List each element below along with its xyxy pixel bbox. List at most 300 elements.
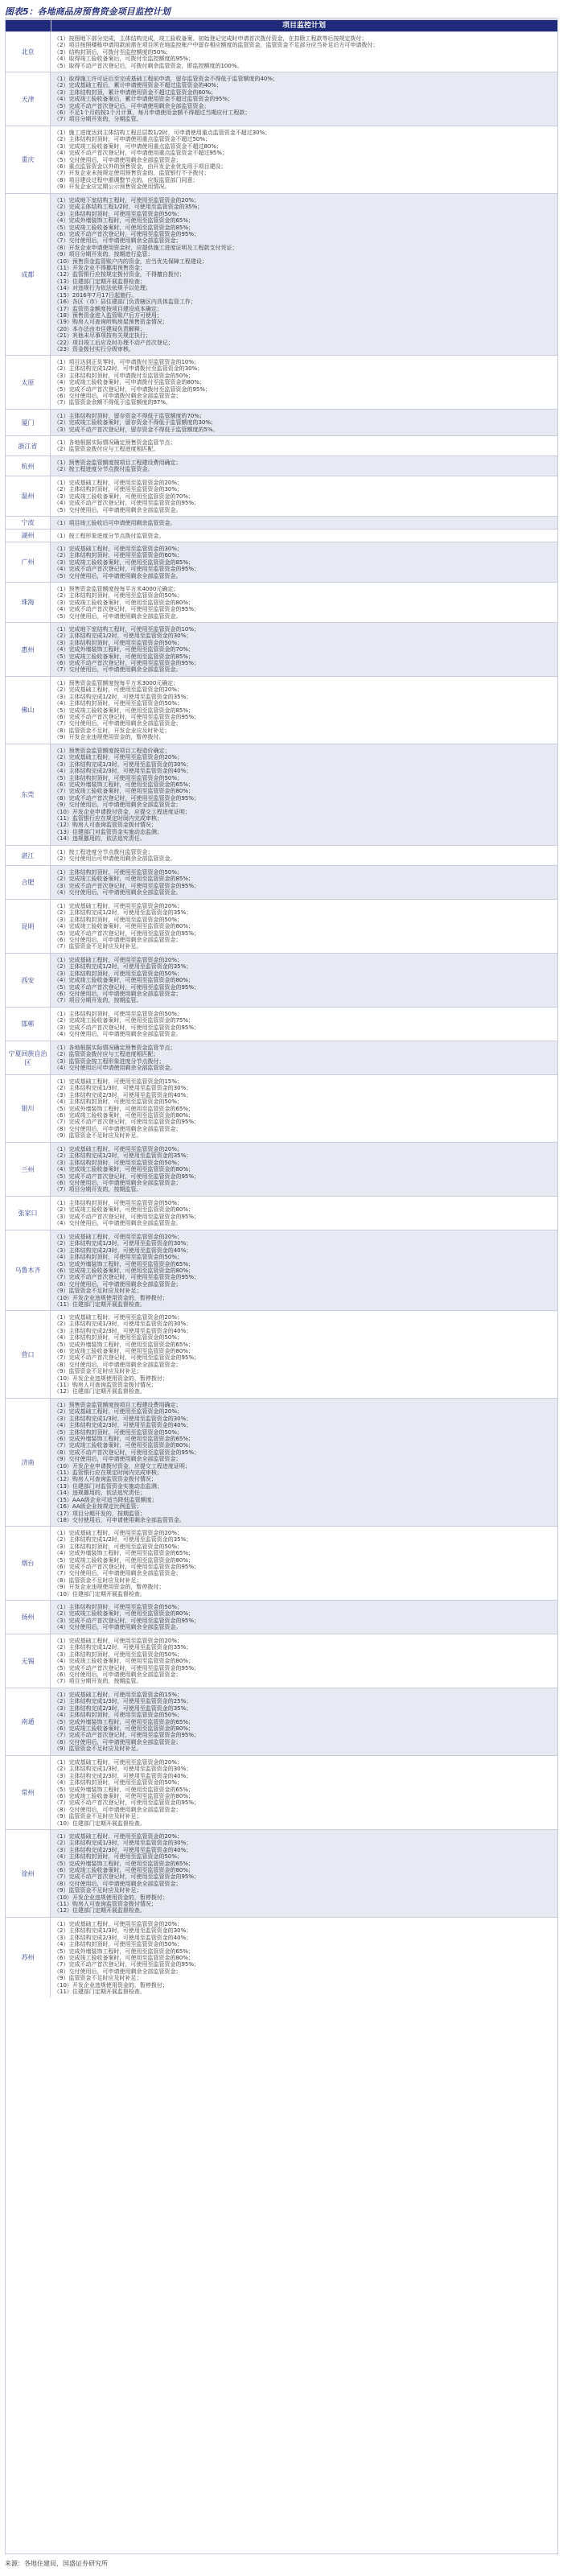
- plan-line: （1）施工进度达到主体结构工程总层数1/2时，可申请使用重点监管资金不超过30%；: [54, 130, 271, 136]
- plan-line: （2）主体结构完成1/2时，可使用至监管资金的35%；: [54, 1536, 192, 1544]
- plan-line: （7）项目分期开发的，分期监管。: [54, 116, 142, 123]
- plan-cell: [51, 476, 557, 516]
- plan-line: （1）完成基础工程时，可使用至监管资金的20%；: [54, 1146, 183, 1152]
- plan-line: （4）主体结构完成2/3时，可使用至监管资金的40%；: [54, 768, 192, 775]
- plan-cell: [51, 409, 557, 435]
- plan-line: （6）不足1个月的按1个月计算，每月申请使用金额不得超过当期应付工程款；: [54, 109, 251, 117]
- plan-line: （3）主体结构完成1/3时，可使用至监管资金的30%；: [54, 760, 192, 768]
- plan-line: （4）完成外墙装饰工程时，可使用至监管资金的70%；: [54, 646, 195, 653]
- city-cell: 天津: [6, 72, 51, 126]
- plan-line: （5）完成竣工验收备案时，可使用至监管资金的85%；: [54, 224, 195, 231]
- plan-line: （9）监管资金不足时应及时补足。: [54, 1745, 142, 1753]
- plan-line: （1）主体结构封顶时，留存资金不得低于监管额度的70%；: [54, 413, 206, 419]
- plan-line: （4）完成竣工验收备案时，可使用至监管资金的80%；: [54, 1166, 195, 1173]
- plan-line: （1）主体结构封顶时，可使用至监管资金的50%；: [54, 869, 183, 876]
- plan-line: （5）交付使用后，可申请使用剩余全部监管资金。: [54, 572, 182, 579]
- plan-line: （4）交付使用后，可申请使用剩余全部监管资金。: [54, 889, 182, 896]
- plan-line: （7）交付使用后，可申请使用剩余全部监管资金；: [54, 237, 182, 245]
- plan-line: （2）完成基础工程时，可使用至监管资金的20%；: [54, 1408, 183, 1416]
- plan-line: （6）完成竣工验收备案时，可使用至监管资金的80%；: [54, 1793, 195, 1800]
- plan-line: （8）交付使用后，可申请使用剩余全部监管资金；: [54, 1280, 182, 1288]
- plan-line: （1）项目竣工验收后可申请使用剩余监管资金。: [54, 520, 176, 526]
- plan-cell: [51, 744, 557, 845]
- plan-cell: [51, 845, 557, 865]
- plan-line: （4）主体结构封顶时，可使用至监管资金的50%；: [54, 1712, 183, 1719]
- plan-line: （3）完成竣工验收备案时，可使用至监管资金的80%；: [54, 599, 195, 606]
- plan-line: （4）完成外墙装饰工程时，可使用至监管资金的65%；: [54, 217, 195, 225]
- plan-line: （5）完成外墙装饰工程时，可使用至监管资金的65%；: [54, 1260, 195, 1267]
- plan-line: （1）取得施工许可证后至完成基础工程前申请，留存监管资金不得低于监管额度的40%；: [54, 76, 279, 82]
- plan-line: （1）完成地下室结构工程时，可使用至监管资金的10%；: [54, 626, 200, 633]
- plan-line: （2）主体结构封顶时，可申请使用重点监管资金不超过50%；: [54, 136, 212, 143]
- table-header: [6, 20, 557, 31]
- plan-line: （5）完成外墙装饰工程时，可使用至监管资金的65%；: [54, 1718, 195, 1725]
- plan-line: （5）完成外墙装饰工程时，可使用至监管资金的65%；: [54, 1105, 195, 1112]
- plan-line: （5）完成不动产首次登记时，可使用至监管资金的95%；: [54, 1664, 200, 1671]
- plan-line: （1）项目达到正负零时，可申请拨付至监管资金的10%；: [54, 359, 200, 365]
- source-note: 来源：各地住建局，国盛证券研究所: [5, 2560, 108, 2567]
- plan-line: （3）监管资金按工程形象进度分节点拨付；: [54, 1057, 165, 1065]
- plan-cell: [51, 1007, 557, 1041]
- plan-cell: [51, 529, 557, 542]
- plan-line: （7）完成不动产首次登记时，可使用至监管资金的95%；: [54, 1274, 200, 1281]
- plan-line: （4）主体结构封顶时，可使用至监管资金的50%；: [54, 1334, 183, 1342]
- plan-line: （5）完成外墙装饰工程时，可使用至监管资金的65%；: [54, 1341, 195, 1348]
- plan-line: （3）主体结构完成2/3时，可使用至监管资金的40%；: [54, 1934, 192, 1941]
- plan-line: （1）完成基础工程时，可使用至监管资金的20%；: [54, 1833, 183, 1840]
- plan-line: （1）预售资金监管额度按项目工程建设费用确定；: [54, 1402, 182, 1408]
- plan-line: （9）交付使用后，可申请使用剩余全部监管资金；: [54, 1456, 182, 1463]
- plan-line: （6）完成不动产首次登记时，可使用至监管资金的95%；: [54, 231, 200, 238]
- plan-line: （2）主体结构完成1/2时，可使用至监管资金的35%；: [54, 1152, 192, 1160]
- plan-line: （1）完成基础工程时，可使用至监管资金的20%；: [54, 1638, 183, 1644]
- plan-line: （6）完成外墙装饰工程时，可使用至监管资金的65%；: [54, 781, 195, 789]
- plan-line: （10）开发企业申请拨付资金，应提交工程进度证明；: [54, 1462, 191, 1469]
- plan-line: （5）主体结构封顶时，可使用至监管资金的50%；: [54, 774, 183, 781]
- plan-line: （5）完成竣工验收备案时，可使用至监管资金的85%；: [54, 707, 195, 714]
- plan-line: （1）预售资金监管额度按每平方米3000元确定；: [54, 680, 179, 686]
- plan-line: （5）完成不动产首次登记时，可使用至监管资金的95%；: [54, 983, 200, 991]
- plan-line: （9）开发企业违规使用资金的，暂停拨付；: [54, 1584, 165, 1591]
- plan-line: （15）AAA级企业可适当降低监管额度；: [54, 1496, 158, 1503]
- plan-line: （1）按工程形象进度分节点拨付监管资金。: [54, 533, 165, 539]
- plan-cell: [51, 455, 557, 476]
- plan-line: （22）项目竣工后应及时办理不动产首次登记；: [54, 339, 174, 346]
- plan-line: （4）主体结构封顶时，可使用至监管资金的50%；: [54, 700, 183, 707]
- plan-line: （2）完成主体结构工程1/2时，可使用至监管资金的35%；: [54, 204, 203, 211]
- plan-line: （14）违规挪用的，依法追究责任；: [54, 1490, 146, 1497]
- plan-line: （4）完成竣工验收备案时，可使用至监管资金的80%；: [54, 1658, 195, 1665]
- plan-cell: [51, 1917, 557, 1997]
- plan-line: （3）完成不动产首次登记时，可使用至监管资金的95%；: [54, 1213, 200, 1220]
- plan-line: （2）完成竣工验收备案时，留存资金不得低于监管额度的30%；: [54, 419, 217, 427]
- plan-line: （4）交付使用后，可申请使用剩余全部监管资金。: [54, 1624, 182, 1631]
- plan-cell: [51, 435, 557, 455]
- plan-line: （9）监管资金不足时应及时补足；: [54, 1368, 142, 1375]
- city-cell: 湛江: [6, 845, 51, 865]
- plan-line: （10）住建部门定期开展监督检查。: [54, 1590, 146, 1597]
- plan-line: （4）完成竣工验收备案时，可申请拨付至监管资金的80%；: [54, 379, 206, 386]
- plan-line: （3）主体结构完成2/3时，可使用至监管资金的35%；: [54, 1704, 192, 1712]
- plan-line: （7）项目分期开发的，按期监管。: [54, 1186, 142, 1193]
- plan-line: （6）完成竣工验收备案时，可使用至监管资金的80%；: [54, 1867, 195, 1874]
- plan-line: （1）按照地下部分完成，主体结构完成，竣工验收备案、初始登记完成时申请首次拨付资金，在扣除工程款等后按规定拨付；: [54, 35, 368, 42]
- plan-line: （9）监管资金不足时应及时补足；: [54, 1975, 142, 1982]
- plan-line: （6）交付使用后，可申请使用剩余全部监管资金；: [54, 937, 182, 944]
- plan-line: （3）主体结构完成2/3时，可使用至监管资金的40%；: [54, 1091, 192, 1098]
- plan-cell: [51, 676, 557, 744]
- plan-line: （13）住建部门对监管资金实施动态监测；: [54, 1482, 162, 1490]
- plan-line: （9）项目分期开发的，按期进行监管；: [54, 251, 154, 258]
- plan-line: （4）交付使用后，可申请使用剩余全部监管资金。: [54, 1220, 182, 1227]
- plan-line: （10）开发企业申请拨付资金，应提交工程进度证明；: [54, 808, 191, 815]
- plan-cell: [51, 542, 557, 582]
- plan-line: （8）开发企业申请使用资金时，应提供施工进度证明及工程款支付凭证；: [54, 244, 238, 251]
- plan-line: （2）监管资金拨付应与工程进度相匹配；: [54, 1051, 159, 1058]
- plan-line: （2）主体结构完成1/2时，可使用至监管资金的35%；: [54, 1644, 192, 1651]
- city-cell: 重庆: [6, 126, 51, 193]
- plan-line: （9）开发企业违规使用资金的，暂停拨付。: [54, 734, 165, 741]
- plan-line: （4）完成竣工验收备案后，累计申请使用资金不超过监管资金的95%；: [54, 96, 234, 103]
- plan-line: （2）主体结构完成1/3时，可使用至监管资金的30%；: [54, 1840, 192, 1847]
- city-cell: 佛山: [6, 676, 51, 744]
- title-divider: [5, 18, 558, 19]
- plan-line: （14）对违规行为依法依规予以处理；: [54, 285, 151, 292]
- plan-line: （2）主体结构完成1/3时，可使用至监管资金的30%；: [54, 1321, 192, 1328]
- plan-line: （21）其他未尽事项按有关规定执行；: [54, 332, 151, 340]
- plan-line: （10）开发企业违规使用资金的，暂停拨付；: [54, 1894, 168, 1901]
- plan-line: （4）完成不动产首次登记时，可使用至监管资金的95%；: [54, 566, 200, 573]
- plan-line: （1）主体结构封顶时，可使用至监管资金的50%；: [54, 1604, 183, 1610]
- plan-line: （12）住建部门定期开展监督检查。: [54, 1907, 146, 1914]
- plan-line: （2）完成基础工程时，可使用至监管资金的20%；: [54, 686, 183, 694]
- plan-line: （3）完成不动产首次登记时，留存资金不得低于监管额度的5%。: [54, 426, 219, 433]
- city-cell: 合肥: [6, 865, 51, 899]
- plan-line: （8）监管资金不足时应及时补足；: [54, 1577, 142, 1584]
- plan-line: （4）完成竣工验收备案时，可使用至监管资金的80%；: [54, 977, 195, 984]
- plan-line: （10）开发企业违规使用资金的，暂停拨付；: [54, 1375, 168, 1382]
- plan-line: （18）预售资金进入监管账户后方可使用；: [54, 311, 162, 319]
- plan-line: （4）主体结构封顶时，可使用至监管资金的50%；: [54, 1098, 183, 1106]
- plan-line: （4）完成不动产首次登记时，可申请使用重点监管资金不超过95%；: [54, 150, 228, 157]
- plan-line: （4）完成不动产首次登记时，可使用至监管资金的95%；: [54, 606, 200, 613]
- plan-line: （5）完成不动产首次登记时，可使用至监管资金的95%；: [54, 1173, 200, 1180]
- plan-line: （7）开发企业未按规定使用预售资金的，监管银行不予拨付；: [54, 170, 210, 177]
- plan-line: （7）完成不动产首次登记时，可使用至监管资金的95%；: [54, 1732, 200, 1739]
- city-cell: 邯郸: [6, 1007, 51, 1041]
- plan-line: （5）完成不动产首次登记时，可申请拨付至监管资金的95%；: [54, 385, 212, 393]
- plan-line: （2）监管资金拨付应与工程进度相匹配。: [54, 446, 159, 453]
- plan-line: （1）按工程进度分节点拨付监管资金；: [54, 849, 154, 855]
- plan-line: （13）住建部门定期开展监督检查；: [54, 278, 146, 285]
- plan-line: （9）交付使用后，可申请使用剩余全部监管资金；: [54, 802, 182, 809]
- plan-line: （9）监管资金不足时应及时补足；: [54, 1887, 142, 1894]
- plan-line: （11）住建部门定期开展监督检查。: [54, 1989, 146, 1996]
- plan-cell: [51, 1230, 557, 1310]
- plan-line: （9）监管资金不足时应及时补足。: [54, 1132, 142, 1140]
- plan-line: （5）交付使用后，可申请使用剩余全部监管资金；: [54, 156, 182, 163]
- plan-line: （1）完成地下室结构工程时，可使用至监管资金的20%；: [54, 197, 200, 204]
- plan-line: （3）主体结构完成1/3时，可使用至监管资金的30%；: [54, 1415, 192, 1422]
- plan-line: （1）主体结构封顶时，可使用至监管资金的50%；: [54, 1200, 183, 1206]
- plan-cell: [51, 31, 557, 72]
- plan-line: （3）主体结构封顶，累计申请使用资金不超过监管资金的60%；: [54, 89, 217, 96]
- city-cell: 扬州: [6, 1600, 51, 1634]
- plan-line: （4）主体结构封顶时，可使用至监管资金的50%；: [54, 1254, 183, 1261]
- plan-line: （3）完成不动产首次登记时，可使用至监管资金的95%；: [54, 1024, 200, 1031]
- plan-line: （7）交付使用后，可申请使用剩余全部监管资金；: [54, 1570, 182, 1577]
- plan-line: （10）开发企业违规使用资金的，暂停拨付；: [54, 1981, 168, 1989]
- plan-line: （7）监管资金不足时应及时补足。: [54, 943, 142, 950]
- plan-line: （3）主体结构完成2/3时，可使用至监管资金的40%；: [54, 1772, 192, 1779]
- plan-line: （1）完成基础工程时，可使用至监管资金的20%；: [54, 903, 183, 909]
- plan-line: （17）项目分期开发的，按期监管；: [54, 1510, 146, 1517]
- city-cell: 成都: [6, 193, 51, 355]
- plan-cell: [51, 1074, 557, 1142]
- plan-line: （5）取得不动产首次登记后，可拨付剩余监管资金，即监控额度的100%。: [54, 62, 243, 69]
- plan-line: （1）完成基础工程时，可使用至监管资金的15%；: [54, 1078, 183, 1085]
- plan-line: （23）资金拨付实行分级审核。: [54, 345, 134, 352]
- city-cell: 厦门: [6, 409, 51, 435]
- city-cell: 杭州: [6, 455, 51, 476]
- plan-line: （1）各地根据实际情况确定预售资金监管节点；: [54, 439, 176, 446]
- plan-line: （5）完成外墙装饰工程时，可使用至监管资金的65%；: [54, 1860, 195, 1867]
- plan-line: （6）完成不动产首次登记时，可使用至监管资金的95%；: [54, 1564, 200, 1571]
- plan-line: （1）完成基础工程时，可使用至监管资金的15%；: [54, 1692, 183, 1698]
- plan-line: （11）开发企业不得挪用预售资金；: [54, 265, 146, 272]
- city-cell: 东莞: [6, 744, 51, 845]
- plan-line: （8）交付使用后，可申请使用剩余全部监管资金；: [54, 1968, 182, 1975]
- plan-line: （6）交付使用后，可申请使用剩余全部监管资金；: [54, 1180, 182, 1187]
- plan-line: （9）监管资金不足时应及时补足；: [54, 1813, 142, 1820]
- plan-line: （3）主体结构完成2/3时，可使用至监管资金的40%；: [54, 1247, 192, 1254]
- plan-line: （3）主体结构封顶时，可使用至监管资金的50%；: [54, 639, 183, 646]
- plan-line: （3）主体结构完成1/2时，可使用至监管资金的35%；: [54, 693, 192, 700]
- plan-line: （8）交付使用后，可申请使用剩余全部监管资金；: [54, 1361, 182, 1368]
- city-cell: 济南: [6, 1398, 51, 1526]
- plan-line: （19）购房人可查询所购房屋预售资金情况；: [54, 319, 168, 326]
- plan-line: （7）完成不动产首次登记时，可使用至监管资金的95%；: [54, 1119, 200, 1126]
- plan-line: （2）完成竣工验收备案时，可使用至监管资金的80%；: [54, 1610, 195, 1618]
- plan-line: （4）完成不动产首次登记时，可使用至监管资金的95%；: [54, 500, 200, 507]
- plan-line: （1）预售资金监管额度按每平方米4000元确定；: [54, 586, 179, 592]
- plan-line: （6）完成竣工验收备案时，可使用至监管资金的80%；: [54, 1348, 195, 1355]
- city-cell: 南通: [6, 1688, 51, 1755]
- plan-line: （2）主体结构封顶时，可使用至监管资金的30%；: [54, 486, 183, 493]
- city-cell: 珠海: [6, 582, 51, 622]
- plan-line: （4）主体结构封顶时，可使用至监管资金的50%；: [54, 1941, 183, 1948]
- plan-line: （5）交付使用后，可申请使用剩余全部监管资金。: [54, 506, 182, 513]
- plan-line: （2）项目按照楼栋申请用款前需在项目所在地监控账户中留存相应额度的监管资金，监管资金不足部分应当补足后方可申请拨付；: [54, 42, 379, 49]
- city-cell: 浙江省: [6, 435, 51, 455]
- plan-cell: [51, 1755, 557, 1829]
- plan-line: （2）完成竣工验收备案时，可使用至监管资金的85%；: [54, 876, 195, 883]
- plan-line: （6）完成不动产首次登记时，可使用至监管资金的95%；: [54, 660, 200, 667]
- plan-cell: [51, 1041, 557, 1074]
- plan-cell: [51, 1634, 557, 1688]
- plan-line: （3）完成竣工验收备案时，可申请使用重点监管资金不超过80%；: [54, 142, 223, 150]
- plan-line: （3）完成竣工验收备案时，可使用至监管资金的70%；: [54, 493, 195, 500]
- city-cell: 广州: [6, 542, 51, 582]
- plan-line: （4）主体结构封顶时，可使用至监管资金的50%；: [54, 1853, 183, 1861]
- plan-cell: [51, 582, 557, 622]
- plan-line: （12）住建部门定期开展监督检查。: [54, 1388, 146, 1395]
- plan-line: （2）主体结构完成1/2时，可使用至监管资金的35%；: [54, 909, 192, 917]
- plan-line: （5）完成不动产首次登记时，可使用至监管资金的95%；: [54, 929, 200, 937]
- plan-line: （1）完成基础工程时，可使用至监管资金的20%；: [54, 1921, 183, 1927]
- plan-line: （1）完成基础工程时，可使用至监管资金的20%；: [54, 957, 183, 963]
- plan-line: （4）主体结构封顶时，可使用至监管资金的50%；: [54, 1779, 183, 1787]
- plan-line: （1）完成基础工程时，可使用至监管资金的30%；: [54, 546, 183, 552]
- plan-cell: [51, 1688, 557, 1755]
- plan-line: （10）预售资金监管账户内的资金，应当优先保障工程建设；: [54, 258, 208, 265]
- plan-line: （6）完成竣工验收备案时，可使用至监管资金的80%；: [54, 1267, 195, 1275]
- plan-cell: [51, 1829, 557, 1917]
- city-cell: 烟台: [6, 1526, 51, 1600]
- plan-line: （2）完成竣工验收备案时，可使用至监管资金的75%；: [54, 1017, 195, 1024]
- plan-cell: [51, 1600, 557, 1634]
- plan-line: （3）主体结构封顶时，可申请拨付至监管资金的50%；: [54, 372, 195, 379]
- plan-line: （12）监管银行应按规定拨付资金，不得擅自拨付；: [54, 271, 185, 278]
- plan-line: （8）完成不动产首次登记时，可使用至监管资金的95%；: [54, 1449, 200, 1456]
- plan-line: （3）主体结构封顶时，可使用至监管资金的50%；: [54, 1543, 183, 1550]
- plan-line: （18）交付使用后，可申请使用剩余全部监管资金。: [54, 1516, 185, 1523]
- plan-line: （7）完成不动产首次登记时，可使用至监管资金的95%；: [54, 1961, 200, 1968]
- plan-line: （3）结构封顶后，可拨付至监控额度的50%；: [54, 48, 172, 56]
- plan-line: （4）交付使用后，可申请使用剩余全部监管资金。: [54, 1031, 182, 1038]
- plan-line: （2）主体结构完成1/3时，可使用至监管资金的30%；: [54, 1085, 192, 1092]
- plan-line: （7）项目分期开发的，按期监管。: [54, 1678, 142, 1685]
- plan-line: （7）完成不动产首次登记时，可使用至监管资金的95%；: [54, 1354, 200, 1362]
- plan-line: （9）监管资金不足时应及时补足；: [54, 1288, 142, 1295]
- plan-line: （8）交付使用后，可申请使用剩余全部监管资金；: [54, 1880, 182, 1887]
- plan-cell: [51, 1526, 557, 1600]
- plan-line: （20）本办法由市住建局负责解释；: [54, 325, 146, 332]
- plan-line: （17）监管资金额度按项目建设成本确定；: [54, 305, 162, 312]
- plan-cell: [51, 622, 557, 676]
- plan-line: （2）主体结构封顶时，可使用至监管资金的60%；: [54, 552, 183, 559]
- city-cell: 常州: [6, 1755, 51, 1829]
- plan-line: （7）完成不动产首次登记时，可使用至监管资金的95%；: [54, 1873, 200, 1881]
- city-cell: 营口: [6, 1310, 51, 1398]
- plan-line: （7）交付使用后，可申请使用剩余全部监管资金；: [54, 720, 182, 727]
- header-city-cell: [6, 20, 51, 31]
- plan-cell: [51, 1142, 557, 1196]
- plan-line: （5）完成外墙装饰工程时，可使用至监管资金的65%；: [54, 1947, 195, 1955]
- plan-line: （12）购房人可查询监管资金拨付情况；: [54, 822, 157, 829]
- plan-line: （6）重点监管资金以外的预售资金，由开发企业优先用于项目建设；: [54, 163, 227, 171]
- plan-line: （5）完成竣工验收备案时，可使用至监管资金的80%；: [54, 1556, 195, 1564]
- plan-line: （3）主体结构完成2/3时，可使用至监管资金的40%；: [54, 1327, 192, 1334]
- plan-line: （11）监管银行应在规定时间内完成审核；: [54, 815, 162, 822]
- plan-cell: [51, 193, 557, 355]
- city-cell: 无锡: [6, 1634, 51, 1688]
- plan-line: （2）完成基础工程时，可使用至监管资金的20%；: [54, 754, 183, 761]
- plan-cell: [51, 516, 557, 529]
- plan-cell: [51, 865, 557, 899]
- plan-line: （3）主体结构封顶时，可使用至监管资金的50%；: [54, 970, 183, 977]
- plan-line: （1）完成基础工程时，可使用至监管资金的20%；: [54, 1759, 183, 1766]
- plan-line: （4）交付使用后可申请使用剩余全部监管资金。: [54, 1065, 176, 1072]
- plan-cell: [51, 899, 557, 953]
- plan-line: （2）按工程进度分节点拨付监管资金。: [54, 466, 154, 473]
- plan-line: （5）完成外墙装饰工程时，可使用至监管资金的65%；: [54, 1786, 195, 1793]
- plan-cell: [51, 1310, 557, 1398]
- plan-line: （3）主体结构封顶时，可使用至监管资金的50%；: [54, 210, 183, 217]
- plan-line: （6）交付使用后，可申请使用剩余全部监管资金；: [54, 991, 182, 998]
- city-cell: 温州: [6, 476, 51, 516]
- plan-line: （11）购房人可查询监管资金拨付情况；: [54, 1382, 157, 1389]
- plan-line: （14）违规挪用的，依法追究责任。: [54, 835, 146, 843]
- plan-line: （1）完成基础工程时，可使用至监管资金的20%；: [54, 1530, 183, 1536]
- city-cell: 张家口: [6, 1196, 51, 1230]
- plan-line: （5）主体结构封顶时，可使用至监管资金的50%；: [54, 1428, 183, 1436]
- city-cell: 宁夏回族自治区: [6, 1041, 51, 1074]
- plan-line: （2）主体结构完成1/2时，可使用至监管资金的30%；: [54, 633, 192, 640]
- plan-line: （7）完成竣工验收备案时，可使用至监管资金的80%；: [54, 1442, 195, 1449]
- plan-line: （2）交付使用后可申请使用剩余全部监管资金。: [54, 855, 176, 863]
- plan-table: [5, 19, 558, 2554]
- plan-line: （5）完成不动产首次登记后，可申请使用剩余全部监管资金；: [54, 102, 210, 109]
- plan-line: （7）监管资金余额不得低于监管额度的97%。: [54, 399, 172, 406]
- city-cell: 兰州: [6, 1142, 51, 1196]
- plan-line: （1）各地根据实际情况确定预售资金监管节点；: [54, 1045, 176, 1051]
- plan-line: （7）项目分期开发的，按期监管。: [54, 997, 142, 1004]
- city-cell: 湖州: [6, 529, 51, 542]
- plan-line: （1）预售资金监管额度按项目工程建设费用确定；: [54, 460, 182, 466]
- city-cell: 昆明: [6, 899, 51, 953]
- plan-line: （3）完成竣工验收备案时，可使用至监管资金的85%；: [54, 558, 195, 566]
- plan-line: （2）完成竣工验收备案时，可使用至监管资金的80%；: [54, 1206, 195, 1214]
- plan-cell: [51, 126, 557, 193]
- plan-line: （1）主体结构封顶时，可使用至监管资金的50%；: [54, 1011, 183, 1017]
- plan-line: （6）完成不动产首次登记时，可使用至监管资金的95%；: [54, 714, 200, 721]
- plan-line: （7）完成竣工验收备案时，可使用至监管资金的80%；: [54, 788, 195, 795]
- plan-line: （3）完成不动产首次登记时，可使用至监管资金的95%；: [54, 1617, 200, 1624]
- plan-line: （8）完成不动产首次登记时，可使用至监管资金的95%；: [54, 794, 200, 802]
- plan-line: （2）主体结构完成1/3时，可使用至监管资金的25%；: [54, 1698, 192, 1705]
- plan-line: （11）监管银行应在规定时间内完成审核；: [54, 1469, 162, 1477]
- plan-line: （5）交付使用后，可申请使用剩余全部监管资金。: [54, 612, 182, 620]
- plan-line: （4）主体结构完成2/3时，可使用至监管资金的40%；: [54, 1422, 192, 1429]
- plan-line: （1）完成基础工程时，可使用至监管资金的20%；: [54, 1314, 183, 1321]
- plan-line: （11）购房人可查询监管资金拨付情况；: [54, 1901, 157, 1908]
- plan-line: （5）完成竣工验收备案时，可使用至监管资金的85%；: [54, 653, 195, 660]
- plan-line: （7）交付使用后，可申请使用剩余全部监管资金。: [54, 666, 182, 674]
- plan-line: （2）完成基础工程后，累计申请使用资金不超过监管资金的40%；: [54, 82, 223, 89]
- plan-cell: [51, 1398, 557, 1526]
- plan-line: （6）交付使用后，可申请使用剩余全部监管资金；: [54, 1671, 182, 1679]
- plan-cell: [51, 1196, 557, 1230]
- city-cell: 太原: [6, 355, 51, 409]
- plan-line: （15）2016年7月17日起施行。: [54, 291, 138, 299]
- plan-line: （3）完成不动产首次登记时，可使用至监管资金的95%；: [54, 882, 200, 889]
- plan-line: （4）完成竣工验收备案时，可使用至监管资金的80%；: [54, 923, 195, 930]
- plan-line: （2）主体结构完成1/3时，可使用至监管资金的30%；: [54, 1240, 192, 1247]
- city-cell: 北京: [6, 31, 51, 72]
- plan-line: （16）各区（市）县住建部门负责辖区内具体监管工作；: [54, 299, 196, 306]
- plan-line: （1）预售资金监管额度按项目工程造价确定；: [54, 748, 171, 754]
- plan-line: （3）主体结构封顶时，可使用至监管资金的50%；: [54, 1651, 183, 1658]
- header-plan-label: 项目监控计划: [282, 22, 326, 30]
- plan-line: （10）开发企业违规使用资金的，暂停拨付；: [54, 1294, 168, 1301]
- plan-line: （9）开发企业应定期公示预售资金使用情况。: [54, 183, 171, 191]
- plan-line: （1）完成基础工程时，可使用至监管资金的20%；: [54, 480, 183, 486]
- plan-line: （6）完成竣工验收备案时，可使用至监管资金的80%；: [54, 1725, 195, 1733]
- plan-line: （2）主体结构完成1/2时，可申请拨付至监管资金的30%；: [54, 365, 203, 373]
- plan-line: （8）监管资金不足时，开发企业应及时补足；: [54, 727, 171, 734]
- plan-line: （16）AA级企业按规定比例监管；: [54, 1503, 142, 1511]
